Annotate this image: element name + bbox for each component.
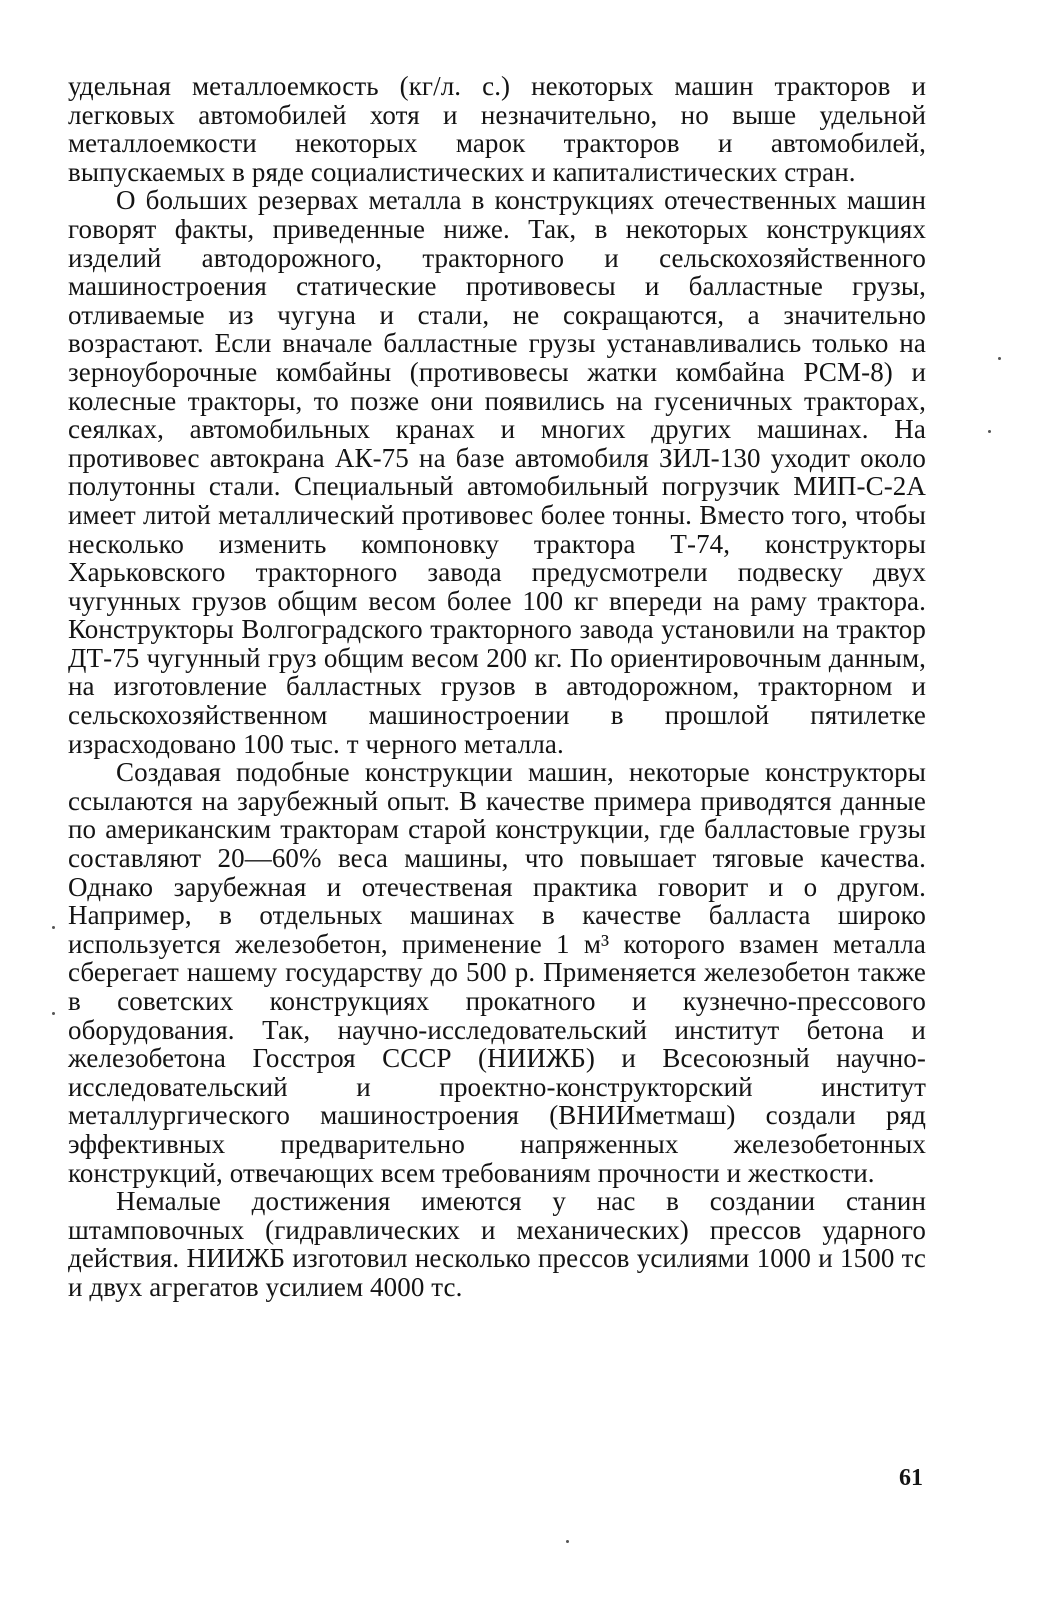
- paragraph-ballast-weights: О больших резервах металла в конструкциях отечественных машин говорят факты, приведенные ниже. Так, в некоторых конструкциях изделий автодорожного, тракторного и сельскохозяйственного машиностроения статические противовесы и балластные грузы, отливаемые из чугуна и стали, не сокращаются, а значительно возрастают. Если вначале балластные грузы устанавливались только на зерноуборочные комбайны (противовесы жатки комбайна РСМ-8) и колесные тракторы, то позже они появились на гусеничных тракторах, сеялках, автомобильных кранах и многих других машинах. На противовес автокрана АК-75 на базе автомобиля ЗИЛ-130 уходит около полутонны стали. Специальный автомобильный погрузчик МИП-С-2А имеет литой металлический противовес более тонны. Вместо того, чтобы несколько изменить компоновку трактора Т-74, конструкторы Харьковского тракторного завода предусмотрели подвеску двух чугунных грузов общим весом более 100 кг впереди на раму трактора. Конструкторы Волгоградского тракторного завода установили на трактор ДТ-75 чугунный груз общим весом 200 кг. По ориентировочным данным, на изготовление балластных грузов в автодорожном, тракторном и сельскохозяйственном машиностроении в прошлой пятилетке израсходовано 100 тыс. т черного металла.: [68, 185, 926, 759]
- print-speck: [998, 357, 1001, 360]
- paragraph-foreign-experience: Создавая подобные конструкции машин, некоторые конструкторы ссылаются на зарубежный опыт. В качестве примера приводятся данные по американским тракторам старой конструкции, где балластовые грузы составляют 20—60% веса машины, что повышает тяговые качества. Однако зарубежная и отечественая практика говорит и о другом. Например, в отдельных машинах в качестве балласта широко используется железобетон, применение 1 м³ которого взамен металла сберегает нашему государству до 500 р. Применяется железобетон также в советских конструкциях прокатного и кузнечно-прессового оборудования. Так, научно-исследовательский институт бетона и железобетона Госстроя СССР (НИИЖБ) и Всесоюзный научно-исследовательский и проектно-конструкторский институт металлургического машиностроения (ВНИИметмаш) создали ряд эффективных предварительно напряженных железобетонных конструкций, отвечающих всем требованиям прочности и жесткости.: [68, 757, 926, 1188]
- body-text: [68, 72, 926, 1302]
- page-number: 61: [899, 1465, 923, 1491]
- print-speck: [52, 1012, 55, 1015]
- print-speck: [566, 1540, 569, 1543]
- print-speck: [988, 430, 991, 433]
- paragraph-continuation: удельная металлоемкость (кг/л. с.) некоторых машин тракторов и легковых автомобилей хотя и незначительно, но выше удельной металлоемкости некоторых марок тракторов и автомобилей, выпускаемых в ряде социалистических и капиталистических стран.: [68, 71, 926, 187]
- print-speck: [52, 926, 55, 929]
- paragraph-press-frames: Немалые достижения имеются у нас в создании станин штамповочных (гидравлических и механических) прессов ударного действия. НИИЖБ изготовил несколько прессов усилиями 1000 и 1500 тс и двух агрегатов усилием 4000 тс.: [68, 1186, 926, 1302]
